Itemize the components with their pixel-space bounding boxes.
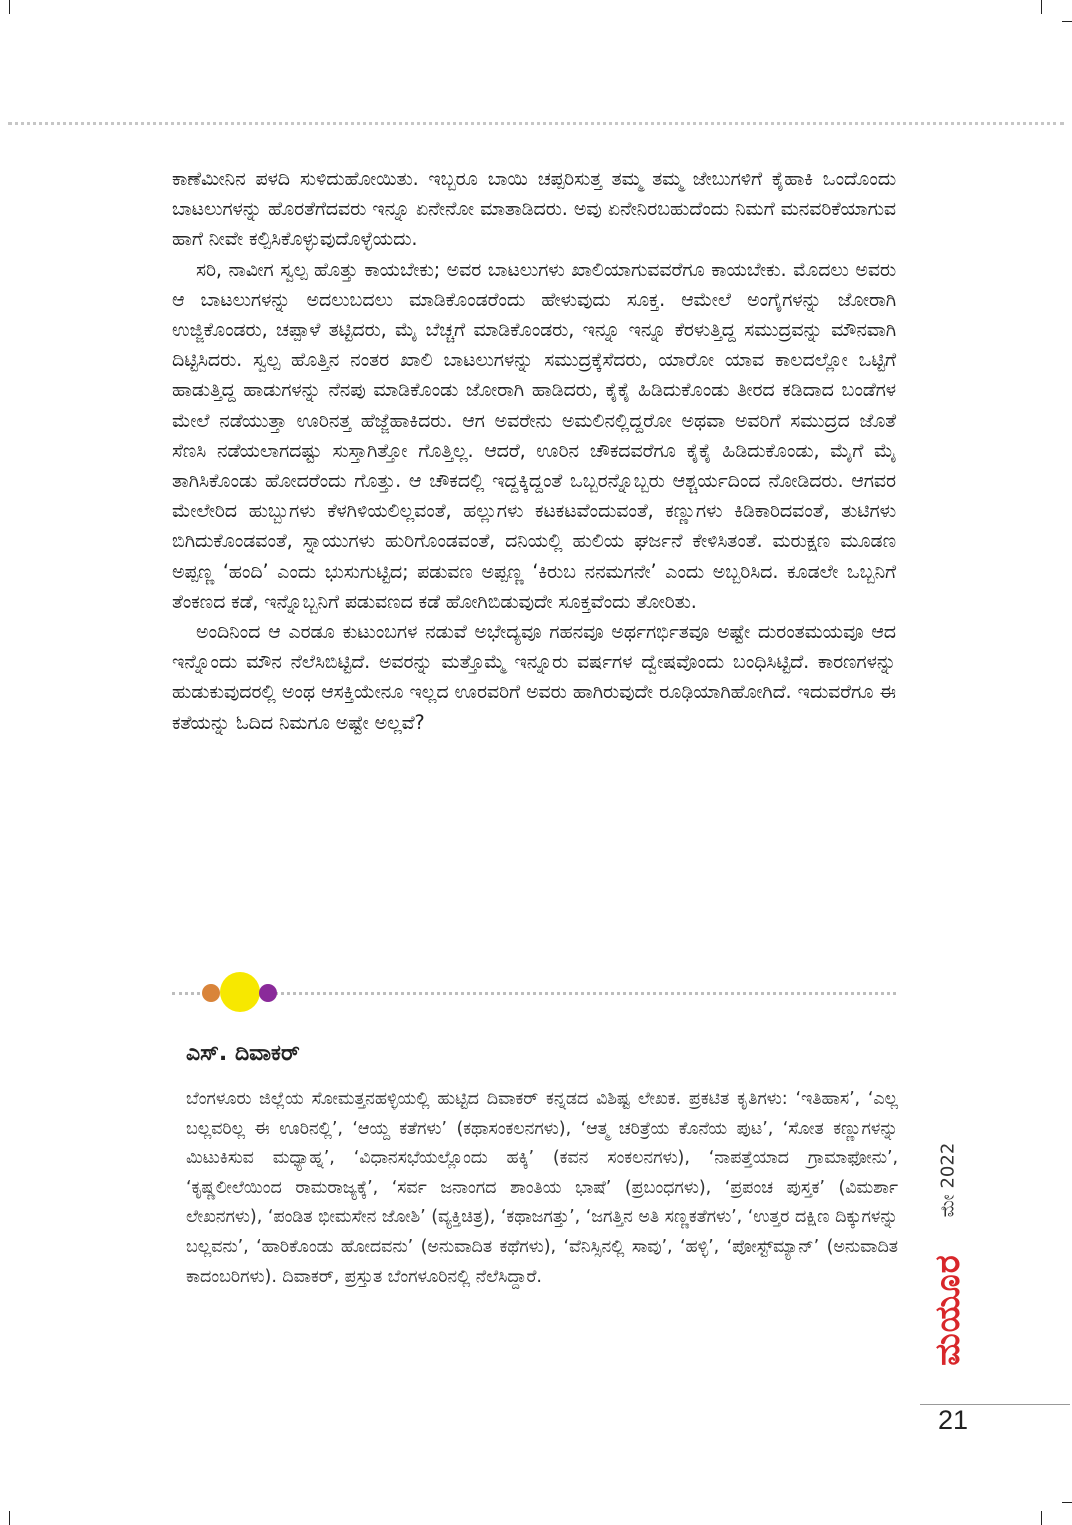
- crop-mark-top-right: [1041, 0, 1042, 14]
- crop-mark-bottom-left: [9, 1511, 10, 1525]
- crop-mark-top-left: [9, 0, 10, 14]
- story-paragraph: ಕಾಣೆಮೀನಿನ ಪಳದಿ ಸುಳಿದುಹೋಯಿತು. ಇಬ್ಬರೂ ಬಾಯಿ ಚಪ್ಪರಿಸುತ್ತ ತಮ್ಮ ತಮ್ಮ ಜೇಬುಗಳಿಗೆ ಕೈಹಾಕಿ ಒಂದೊಂದು ಬಾಟಲುಗಳನ್ನು ಹೊರತೆಗೆದವರು ಇನ್ನೂ ಏನೇನೋ ಮಾತಾಡಿದರು. ಅವು ಏನೇನಿರಬಹುದೆಂದು ನಿಮಗೆ ಮನವರಿಕೆಯಾಗುವ ಹಾಗೆ ನೀವೇ ಕಲ್ಪಿಸಿಕೊಳ್ಳುವುದೊಳ್ಳೆಯದು.: [172, 167, 896, 251]
- side-banner: [928, 1120, 968, 1380]
- top-dotted-rule: [8, 122, 1064, 125]
- story-paragraph: ಸರಿ, ನಾವೀಗ ಸ್ವಲ್ಪ ಹೊತ್ತು ಕಾಯಬೇಕು; ಅವರ ಬಾಟಲುಗಳು ಖಾಲಿಯಾಗುವವರೆಗೂ ಕಾಯಬೇಕು. ಮೊದಲು ಅವರು ಆ ಬಾಟಲುಗಳನ್ನು ಅದಲುಬದಲು ಮಾಡಿಕೊಂಡರೆಂದು ಹೇಳುವುದು ಸೂಕ್ತ. ಆಮೇಲೆ ಅಂಗೈಗಳನ್ನು ಜೋರಾಗಿ ಉಜ್ಜಿಕೊಂಡರು, ಚಪ್ಪಾಳೆ ತಟ್ಟಿದರು, ಮೈ ಬೆಚ್ಚಗೆ ಮಾಡಿಕೊಂಡರು, ಇನ್ನೂ ಇನ್ನೂ ಕೆರಳುತ್ತಿದ್ದ ಸಮುದ್ರವನ್ನು ಮೌನವಾಗಿ ದಿಟ್ಟಿಸಿದರು. ಸ್ವಲ್ಪ ಹೊತ್ತಿನ ನಂತರ ಖಾಲಿ ಬಾಟಲುಗಳನ್ನು ಸಮುದ್ರಕ್ಕೆಸೆದರು, ಯಾರೋ ಯಾವ ಕಾಲದಲ್ಲೋ ಒಟ್ಟಿಗೆ ಹಾಡುತ್ತಿದ್ದ ಹಾಡುಗಳನ್ನು ನೆನಪು ಮಾಡಿಕೊಂಡು ಜೋರಾಗಿ ಹಾಡಿದರು, ಕೈಕೈ ಹಿಡಿದುಕೊಂಡು ತೀರದ ಕಡಿದಾದ ಬಂಡೆಗಳ ಮೇಲೆ ನಡೆಯುತ್ತಾ ಊರಿನತ್ತ ಹೆಜ್ಜೆಹಾಕಿದರು. ಆಗ ಅವರೇನು ಅಮಲಿನಲ್ಲಿದ್ದರೋ ಅಥವಾ ಅವರಿಗೆ ಸಮುದ್ರದ ಜೊತೆ ಸೆಣಸಿ ನಡೆಯಲಾಗದಷ್ಟು ಸುಸ್ತಾಗಿತ್ತೋ ಗೊತ್ತಿಲ್ಲ. ಆದರೆ, ಊರಿನ ಚೌಕದವರೆಗೂ ಕೈಕೈ ಹಿಡಿದುಕೊಂಡು, ಮೈಗೆ ಮೈ ತಾಗಿಸಿಕೊಂಡು ಹೋದರೆಂದು ಗೊತ್ತು. ಆ ಚೌಕದಲ್ಲಿ ಇದ್ದಕ್ಕಿದ್ದಂತೆ ಒಬ್ಬರನ್ನೊಬ್ಬರು ಆಶ್ಚರ್ಯದಿಂದ ನೋಡಿದರು. ಆಗವರ ಮೇಲೇರಿದ ಹುಬ್ಬುಗಳು ಕೆಳಗಿಳಿಯಲಿಲ್ಲವಂತೆ, ಹಲ್ಲುಗಳು ಕಟಕಟವೆಂದುವಂತೆ, ಕಣ್ಣುಗಳು ಕಿಡಿಕಾರಿದವಂತೆ, ತುಟಿಗಳು ಬಿಗಿದುಕೊಂಡವಂತೆ, ಸ್ನಾಯುಗಳು ಹುರಿಗೊಂಡವಂತೆ, ದನಿಯಲ್ಲಿ ಹುಲಿಯ ಘರ್ಜನೆ ಕೇಳಿಸಿತಂತೆ. ಮರುಕ್ಷಣ ಮೂಡಣ ಅಪ್ಪಣ್ಣ ‘ಹಂದಿ’ ಎಂದು ಭುಸುಗುಟ್ಟಿದ; ಪಡುವಣ ಅಪ್ಪಣ್ಣ ‘ಕಿರುಬ ನನಮಗನೇ’ ಎಂದು ಅಬ್ಬರಿಸಿದ. ಕೂಡಲೇ ಒಬ್ಬನಿಗೆ ತೆಂಕಣದ ಕಡೆ, ಇನ್ನೊಬ್ಬನಿಗೆ ಪಡುವಣದ ಕಡೆ ಹೋಗಿಬಿಡುವುದೇ ಸೂಕ್ತವೆಂದು ತೋರಿತು.: [172, 257, 896, 613]
- crop-mark-right-bottom: [1062, 1502, 1072, 1503]
- crop-mark-right-top: [1062, 21, 1072, 22]
- page-number: 21: [938, 1405, 969, 1435]
- yellow-dot-ornament: [220, 972, 260, 1012]
- section-dotted-separator: [172, 992, 896, 995]
- author-bio: ಬೆಂಗಳೂರು ಜಿಲ್ಲೆಯ ಸೋಮತ್ತನಹಳ್ಳಿಯಲ್ಲಿ ಹುಟ್ಟಿದ ದಿವಾಕರ್ ಕನ್ನಡದ ವಿಶಿಷ್ಟ ಲೇಖಕ. ಪ್ರಕಟಿತ ಕೃತಿಗಳು: ‘ಇತಿಹಾಸ’, ‘ಎಲ್ಲ ಬಲ್ಲವರಿಲ್ಲ ಈ ಊರಿನಲ್ಲಿ’, ‘ಆಯ್ದ ಕತೆಗಳು’ (ಕಥಾಸಂಕಲನಗಳು), ‘ಆತ್ಮ ಚರಿತ್ರೆಯ ಕೊನೆಯ ಪುಟ’, ‘ಸೋತ ಕಣ್ಣುಗಳನ್ನು ಮಿಟುಕಿಸುವ ಮಧ್ಯಾಹ್ನ’, ‘ವಿಧಾನಸಭೆಯಲ್ಲೊಂದು ಹಕ್ಕಿ’ (ಕವನ ಸಂಕಲನಗಳು), ‘ನಾಪತ್ತೆಯಾದ ಗ್ರಾಮಾಫೋನು’, ‘ಕೃಷ್ಣಲೀಲೆಯಿಂದ ರಾಮರಾಜ್ಯಕ್ಕೆ’, ‘ಸರ್ವ ಜನಾಂಗದ ಶಾಂತಿಯ ಭಾಷೆ’ (ಪ್ರಬಂಧಗಳು), ‘ಪ್ರಪಂಚ ಪುಸ್ತಕ’ (ವಿಮರ್ಶಾ ಲೇಖನಗಳು), ‘ಪಂಡಿತ ಭೀಮಸೇನ ಜೋಶಿ’ (ವ್ಯಕ್ತಿಚಿತ್ರ), ‘ಕಥಾಜಗತ್ತು’, ‘ಜಗತ್ತಿನ ಅತಿ ಸಣ್ಣಕತೆಗಳು’, ‘ಉತ್ತರ ದಕ್ಷಿಣ ದಿಕ್ಕುಗಳನ್ನು ಬಲ್ಲವನು’, ‘ಹಾರಿಕೊಂಡು ಹೋದವನು’ (ಅನುವಾದಿತ ಕಥೆಗಳು), ‘ವೆನಿಸ್ಸಿನಲ್ಲಿ ಸಾವು’, ‘ಹಳ್ಳಿ’, ‘ಪೋಸ್ಟ್‌ಮ್ಯಾನ್’ (ಅನುವಾದಿತ ಕಾದಂಬರಿಗಳು). ದಿವಾಕರ್, ಪ್ರಸ್ತುತ ಬೆಂಗಳೂರಿನಲ್ಲಿ ನೆಲೆಸಿದ್ದಾರೆ.: [186, 1089, 898, 1287]
- author-name: ಎಸ್. ದಿವಾಕರ್: [186, 1041, 300, 1066]
- orange-dot-ornament: [202, 984, 220, 1002]
- issue-date: ಮೇ 2022: [937, 1142, 959, 1218]
- crop-mark-bottom-right: [1041, 1511, 1042, 1525]
- story-body: [172, 164, 896, 738]
- story-paragraph: ಅಂದಿನಿಂದ ಆ ಎರಡೂ ಕುಟುಂಬಗಳ ನಡುವೆ ಅಭೇದ್ಯವೂ ಗಹನವೂ ಅರ್ಥಗರ್ಭಿತವೂ ಅಷ್ಟೇ ದುರಂತಮಯವೂ ಆದ ಇನ್ನೊಂದು ಮೌನ ನೆಲೆಸಿಬಿಟ್ಟಿದೆ. ಅವರನ್ನು ಮತ್ತೊಮ್ಮೆ ಇನ್ನೂರು ವರ್ಷಗಳ ದ್ವೇಷವೊಂದು ಬಂಧಿಸಿಟ್ಟಿದೆ. ಕಾರಣಗಳನ್ನು ಹುಡುಕುವುದರಲ್ಲಿ ಅಂಥ ಆಸಕ್ತಿಯೇನೂ ಇಲ್ಲದ ಊರವರಿಗೆ ಅವರು ಹಾಗಿರುವುದೇ ರೂಢಿಯಾಗಿಹೋಗಿದೆ. ಇದುವರೆಗೂ ಈ ಕತೆಯನ್ನು ಓದಿದ ನಿಮಗೂ ಅಷ್ಟೇ ಅಲ್ಲವೆ?: [172, 620, 896, 734]
- purple-dot-ornament: [259, 984, 277, 1002]
- magazine-logo: ಮಯೂರ: [928, 1254, 968, 1366]
